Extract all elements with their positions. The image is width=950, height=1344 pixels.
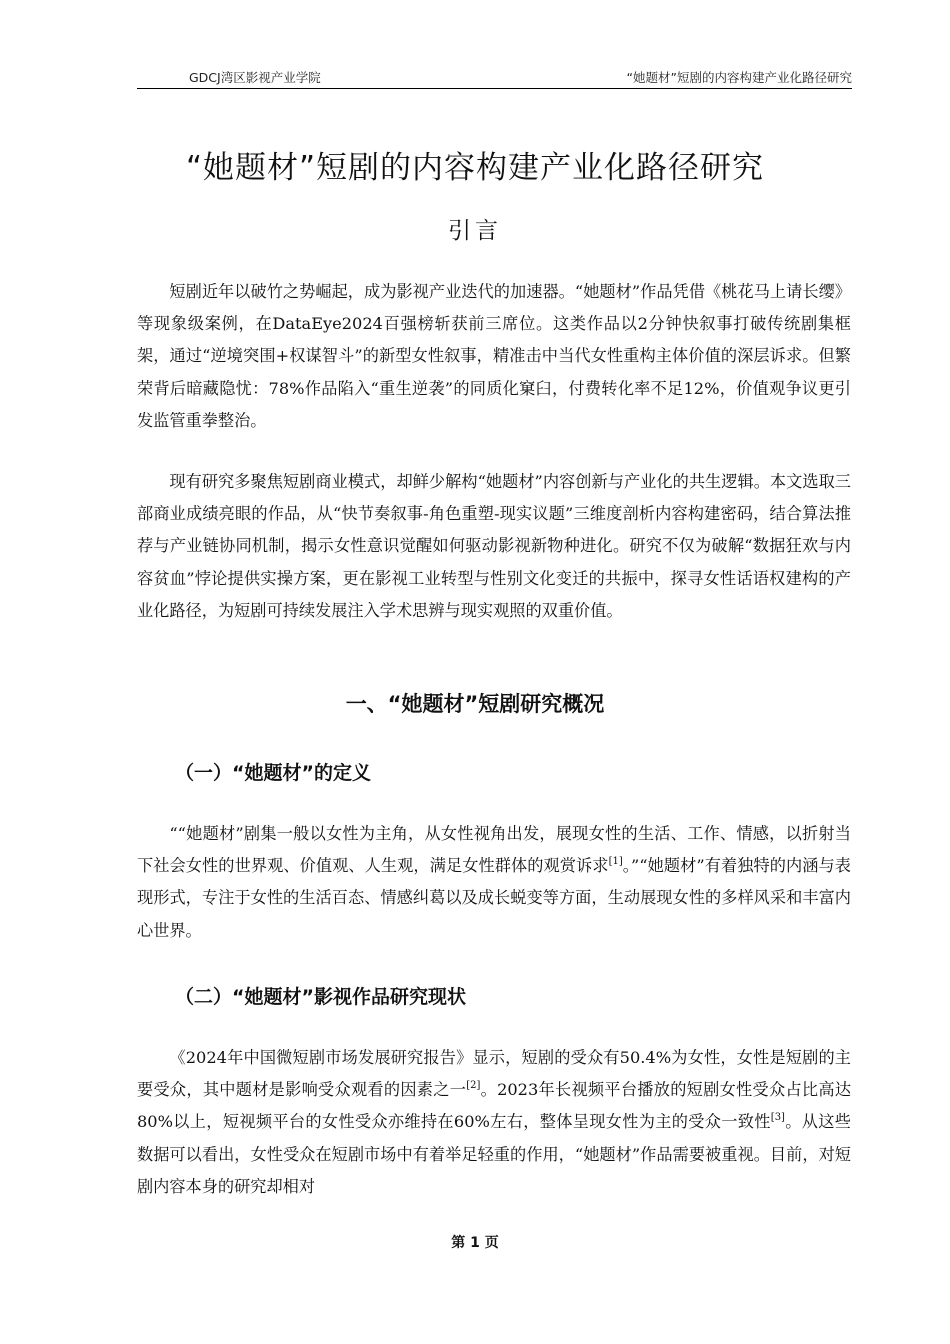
header-rule (137, 88, 852, 89)
intro-paragraph-1: 短剧近年以破竹之势崛起，成为影视产业迭代的加速器。“她题材”作品凭借《桃花马上请长缨》等现象级案例，在DataEye2024百强榜斩获前三席位。这类作品以2分钟快叙事打破传统剧集框架，通过“逆境突围+权谋智斗”的新型女性叙事，精准击中当代女性重构主体价值的深层诉求。但繁荣背后暗藏隐忧：78%作品陷入“重生逆袭”的同质化窠臼，付费转化率不足12%，价值观争议更引发监管重拳整治。 (137, 282, 851, 430)
paragraph-text: 。”“她题材”有着独特的内涵与表现形式，专注于女性的生活百态、情感纠葛以及成长蜕变等方面，生动展现女性的多样风采和丰富内心世界。 (137, 856, 851, 940)
subsection-1-paragraph (137, 818, 851, 947)
paragraph-text: 《2024年中国微短剧市场发展研究报告》显示，短剧的受众有50.4%为女性，女性是短剧的主要受众，其中题材是影响受众观看的因素之一 (137, 1048, 851, 1100)
citation-ref: [3] (770, 1112, 785, 1124)
header-paper-title: “她题材”短剧的内容构建产业化路径研究 (626, 70, 852, 85)
paragraph-text: ““她题材”剧集一般以女性为主角，从女性视角出发，展现女性的生活、工作、情感，以折射当下社会女性的世界观、价值观、人生观，满足女性群体的观赏诉求 (137, 824, 851, 876)
intro-paragraph-2: 现有研究多聚焦短剧商业模式，却鲜少解构“她题材”内容创新与产业化的共生逻辑。本文选取三部商业成绩亮眼的作品，从“快节奏叙事-角色重塑-现实议题”三维度剖析内容构建密码，结合算法推荐与产业链协同机制，揭示女性意识觉醒如何驱动影视新物种进化。研究不仅为破解“数据狂欢与内容贫血”悖论提供实操方案，更在影视工业转型与性别文化变迁的共振中，探寻女性话语权建构的产业化路径，为短剧可持续发展注入学术思辨与现实观照的双重价值。 (137, 472, 851, 620)
running-header (137, 68, 852, 88)
subsection-1-heading: （一）“她题材”的定义 (175, 762, 371, 784)
citation-ref: [2] (466, 1080, 481, 1092)
intro-heading: 引言 (448, 218, 502, 244)
header-institution: GDCJ湾区影视产业学院 (189, 70, 321, 85)
subsection-2-heading: （二）“她题材”影视作品研究现状 (175, 986, 466, 1008)
subsection-2-paragraph (137, 1042, 851, 1203)
section-1-heading: 一、“她题材”短剧研究概况 (345, 692, 605, 716)
page-number: 第 1 页 (451, 1235, 499, 1251)
paragraph-text: 。从这些数据可以看出，女性受众在短剧市场中有着举足轻重的作用，“她题材”作品需要被重视。目前，对短剧内容本身的研究却相对 (137, 1112, 851, 1196)
citation-ref: [1] (608, 856, 623, 868)
paragraph-text: 。2023年长视频平台播放的短剧女性受众占比高达80%以上，短视频平台的女性受众亦维持在60%左右，整体呈现女性为主的受众一致性 (137, 1080, 852, 1132)
paper-title: “她题材”短剧的内容构建产业化路径研究 (185, 150, 765, 186)
